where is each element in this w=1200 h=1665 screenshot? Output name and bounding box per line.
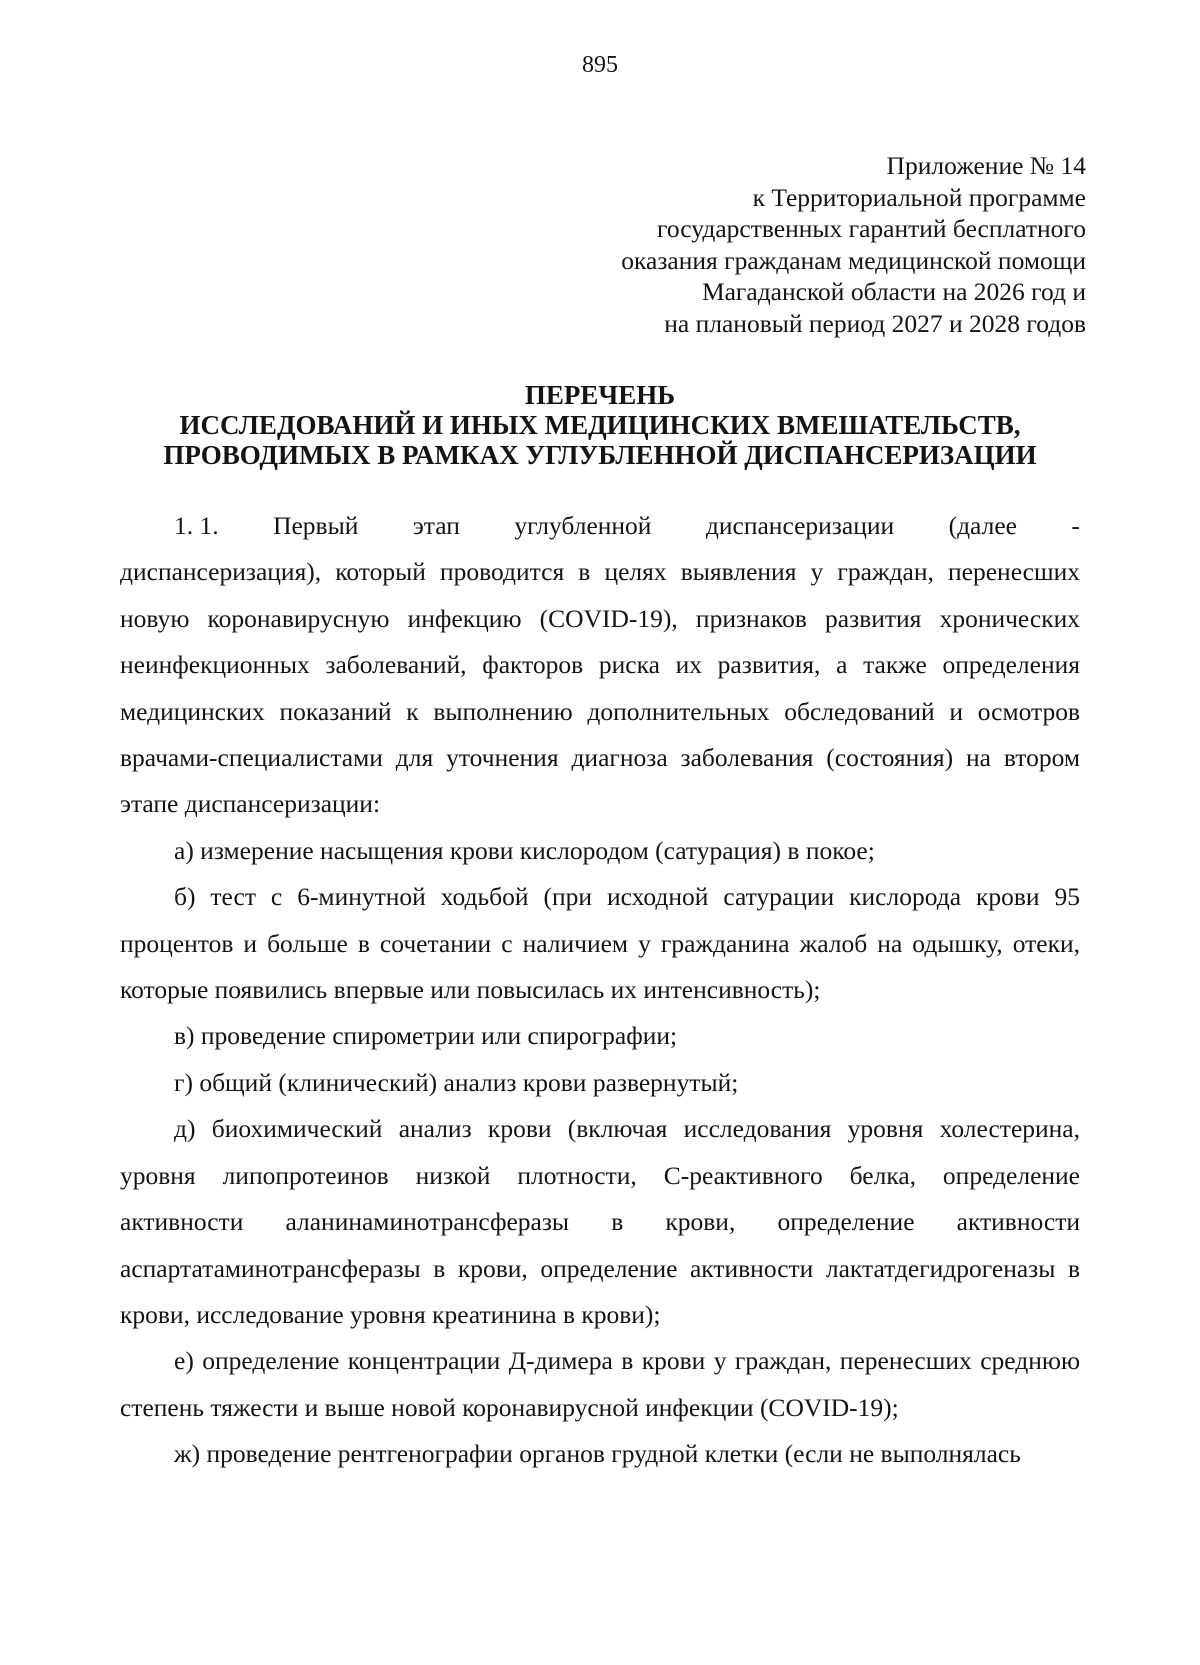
list-item-d: д) биохимический анализ крови (включая исследования уровня холестерина, уровня липопротеинов низкой плотности, С-реактивного белка, определение активности аланинаминотрансферазы в крови, определение активности аспартатаминотрансферазы в крови, определение активности лактатдегидрогеназы в крови, исследование уровня креатинина в крови); bbox=[120, 1114, 1080, 1329]
lead-word: углубленной bbox=[514, 511, 652, 540]
appendix-line: оказания гражданам медицинской помощи bbox=[621, 245, 1086, 275]
lead-word: этап bbox=[412, 511, 460, 540]
list-item-zh: ж) проведение рентгенографии органов грудной клетки (если не выполнялась bbox=[174, 1439, 1021, 1469]
appendix-header bbox=[621, 150, 1086, 339]
page-number: 895 bbox=[582, 52, 618, 78]
appendix-line: государственных гарантий бесплатного bbox=[657, 214, 1086, 243]
appendix-line: к Территориальной программе bbox=[752, 182, 1086, 212]
section-1-1-lead-line bbox=[120, 503, 1080, 549]
list-item-g: г) общий (клинический) анализ крови развернутый; bbox=[174, 1067, 739, 1097]
lead-word: Первый bbox=[273, 511, 359, 540]
section-1-1-text: диспансеризация), который проводится в целях выявления у граждан, перенесших новую коронавирусную инфекцию (COVID-19), признаков развития хронических неинфекционных заболеваний, факторов риска их развития, а также определения медицинских показаний к выполнению дополнительных обследований и осмотров врачами-специалистами для уточнения диагноза заболевания (состояния) на втором этапе диспансеризации: bbox=[120, 557, 1080, 819]
appendix-line: Магаданской области на 2026 год и bbox=[701, 277, 1086, 306]
appendix-line: Приложение № 14 bbox=[886, 151, 1086, 180]
list-item-a: а) измерение насыщения крови кислородом (сатурация) в покое; bbox=[174, 835, 875, 865]
title-line: ПРОВОДИМЫХ В РАМКАХ УГЛУБЛЕННОЙ ДИСПАНСЕРИЗАЦИИ bbox=[163, 440, 1037, 470]
title-line: ПЕРЕЧЕНЬ bbox=[524, 380, 676, 410]
title-line: ИССЛЕДОВАНИЙ И ИНЫХ МЕДИЦИНСКИХ ВМЕШАТЕЛЬСТВ, bbox=[179, 410, 1021, 440]
lead-word: (далее bbox=[948, 511, 1017, 540]
section-1-1 bbox=[120, 503, 1080, 828]
document-body bbox=[120, 503, 1080, 1478]
list-item-b: б) тест с 6-минутной ходьбой (при исходной сатурации кислорода крови 95 процентов и больше в сочетании с наличием у гражданина жалоб на одышку, отеки, которые появились впервые или повысилась их интенсивность); bbox=[120, 882, 1080, 1005]
appendix-line: на плановый период 2027 и 2028 годов bbox=[664, 308, 1086, 338]
lead-word: 1. 1. bbox=[174, 511, 219, 540]
lead-word: диспансеризации bbox=[705, 511, 895, 540]
list-item-e: е) определение концентрации Д-димера в крови у граждан, перенесших среднюю степень тяжести и выше новой коронавирусной инфекции (COVID-19); bbox=[120, 1346, 1080, 1422]
list-item-v: в) проведение спирометрии или спирографии; bbox=[174, 1021, 678, 1051]
document-title bbox=[0, 380, 1200, 470]
lead-word: - bbox=[1071, 511, 1080, 540]
